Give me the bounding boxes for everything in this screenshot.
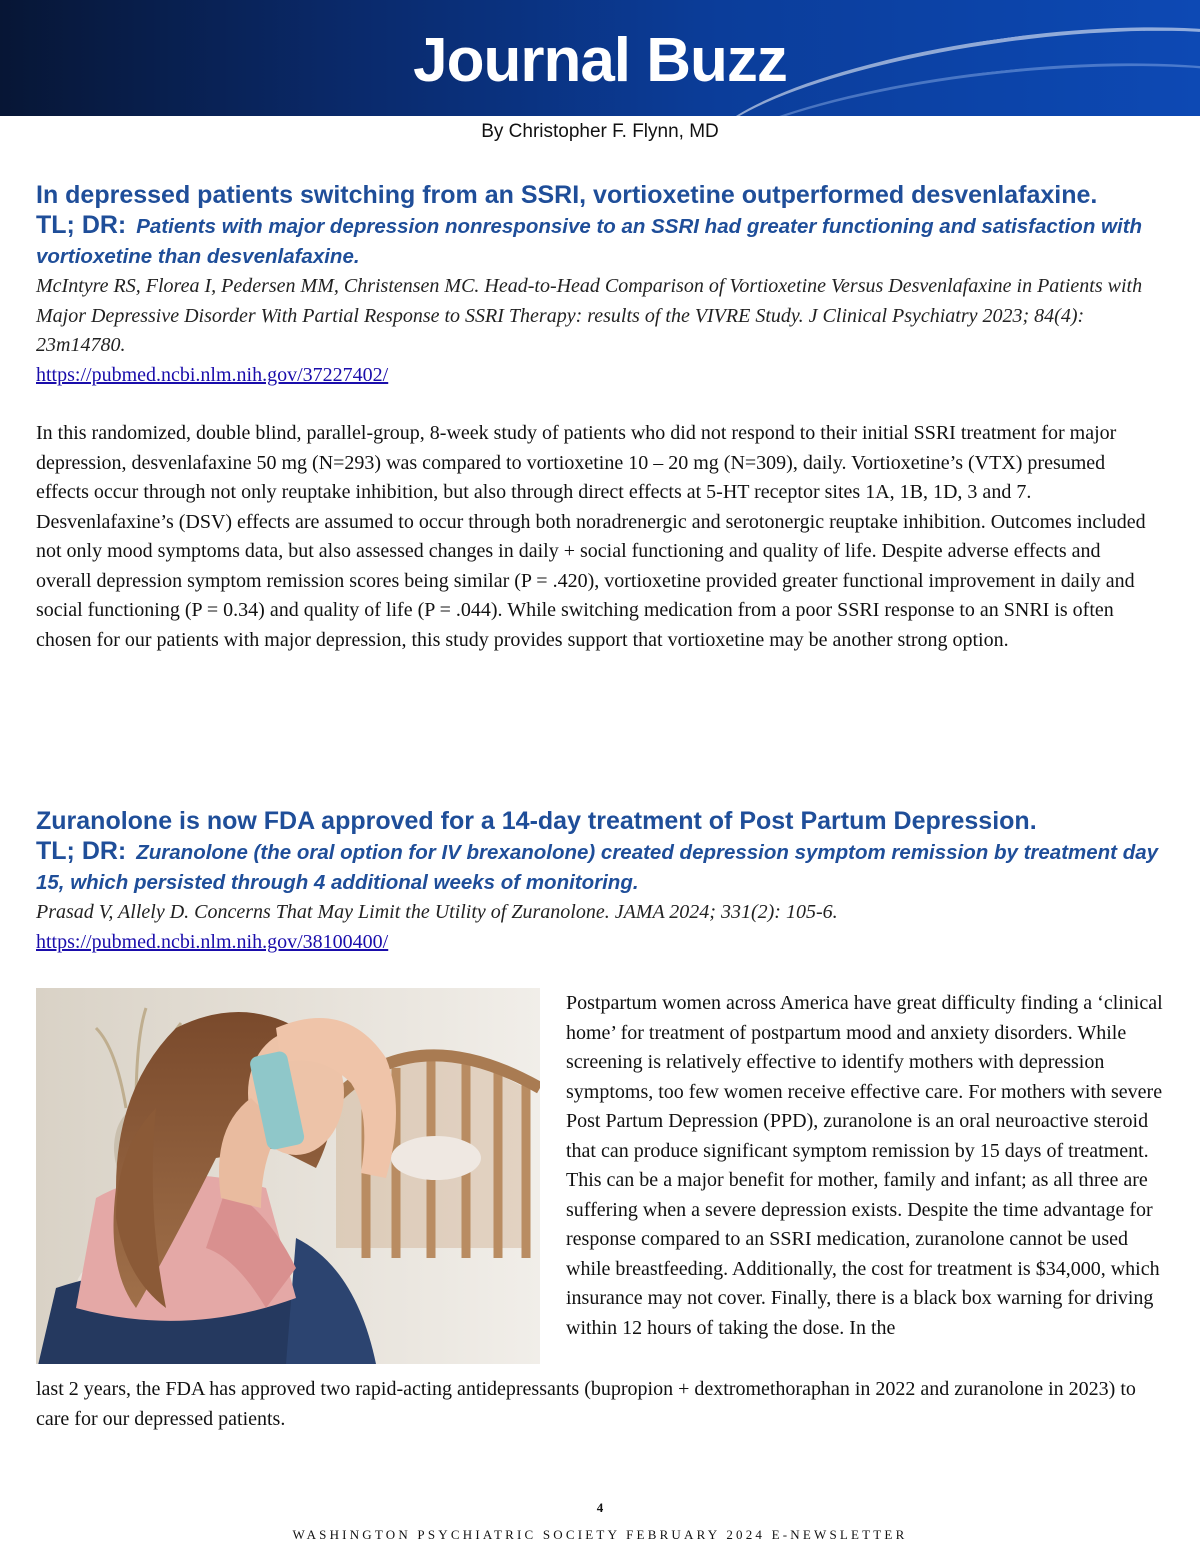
- article-body-continued: last 2 years, the FDA has approved two rapid-acting antidepressants (bupropion + dextromethoraphan in 2022 and zuranolone in 2023) to care for our depressed patients.: [36, 1378, 1136, 1430]
- newsletter-footer: WASHINGTON PSYCHIATRIC SOCIETY FEBRUARY 2024 E-NEWSLETTER: [292, 1527, 908, 1542]
- page-title: Journal Buzz: [413, 26, 787, 95]
- tldr-summary: [36, 210, 1161, 272]
- page-number: 4: [596, 1500, 604, 1515]
- article-photo: [36, 988, 540, 1364]
- article-vortioxetine: [36, 180, 1161, 655]
- article-zuranolone: [36, 806, 1161, 957]
- tldr-text: Patients with major depression nonresponsive to an SSRI had greater functioning and satisfaction with vortioxetine than desvenlafaxine.: [36, 215, 1143, 268]
- tldr-text: Zuranolone (the oral option for IV brexanolone) created depression symptom remission by treatment day 15, which persisted through 4 additional weeks of monitoring.: [36, 841, 1159, 894]
- pubmed-link[interactable]: https://pubmed.ncbi.nlm.nih.gov/37227402/: [36, 363, 389, 386]
- citation: Prasad V, Allely D. Concerns That May Limit the Utility of Zuranolone. JAMA 2024; 331(2): 105-6.: [36, 901, 838, 923]
- tldr-summary: [36, 836, 1161, 898]
- tldr-label: TL; DR:: [36, 211, 127, 239]
- tldr-label: TL; DR:: [36, 837, 127, 865]
- header-banner: [0, 0, 1200, 116]
- article-body: In this randomized, double blind, parallel-group, 8-week study of patients who did not respond to their initial SSRI treatment for major depression, desvenlafaxine 50 mg (N=293) was compared to vortioxetine 10 – 20 mg (N=309), daily. Vortioxetine’s (VTX) presumed effects occur through not only reuptake inhibition, but also through direct effects at 5-HT receptor sites 1A, 1B, 1D, 3 and 7. Desvenlafaxine’s (DSV) effects are assumed to occur through both noradrenergic and serotonergic reuptake inhibition. Outcomes included not only mood symptoms data, but also assessed changes in daily + social functioning and quality of life. Despite adverse effects and overall depression symptom remission scores being similar (P = .420), vortioxetine provided greater functional improvement in daily and social functioning (P = 0.34) and quality of life (P = .044). While switching medication from a poor SSRI response to an SNRI is often chosen for our patients with major depression, this study provides support that vortioxetine may be another strong option.: [36, 422, 1146, 651]
- article-headline: Zuranolone is now FDA approved for a 14-day treatment of Post Partum Depression.: [36, 807, 1037, 835]
- article-headline: In depressed patients switching from an SSRI, vortioxetine outperformed desvenlafaxine.: [36, 181, 1098, 209]
- mother-photo-illustration: [36, 988, 540, 1364]
- article-body-wrapped: Postpartum women across America have great difficulty finding a ‘clinical home’ for treatment of postpartum mood and anxiety disorders. While screening is relatively effective to identify mothers with depression symptoms, too few women receive effective care. For mothers with severe Post Partum Depression (PPD), zuranolone is an oral neuroactive steroid that can produce significant symptom remission by 15 days of treatment. This can be a major benefit for mother, family and infant; as all three are suffering when a severe depression exists. Despite the time advantage for response compared to an SSRI medication, zuranolone cannot be used while breastfeeding. Additionally, the cost for treatment is $34,000, which insurance may not cover. Finally, there is a black box warning for driving within 12 hours of taking the dose. In the: [566, 992, 1163, 1339]
- citation: McIntyre RS, Florea I, Pedersen MM, Christensen MC. Head-to-Head Comparison of Vortioxetine Versus Desvenlafaxine in Patients with Major Depressive Disorder With Partial Response to SSRI Therapy: results of the VIVRE Study. J Clinical Psychiatry 2023; 84(4): 23m14780.: [36, 275, 1143, 356]
- byline: By Christopher F. Flynn, MD: [481, 121, 719, 142]
- pubmed-link[interactable]: https://pubmed.ncbi.nlm.nih.gov/38100400/: [36, 930, 389, 953]
